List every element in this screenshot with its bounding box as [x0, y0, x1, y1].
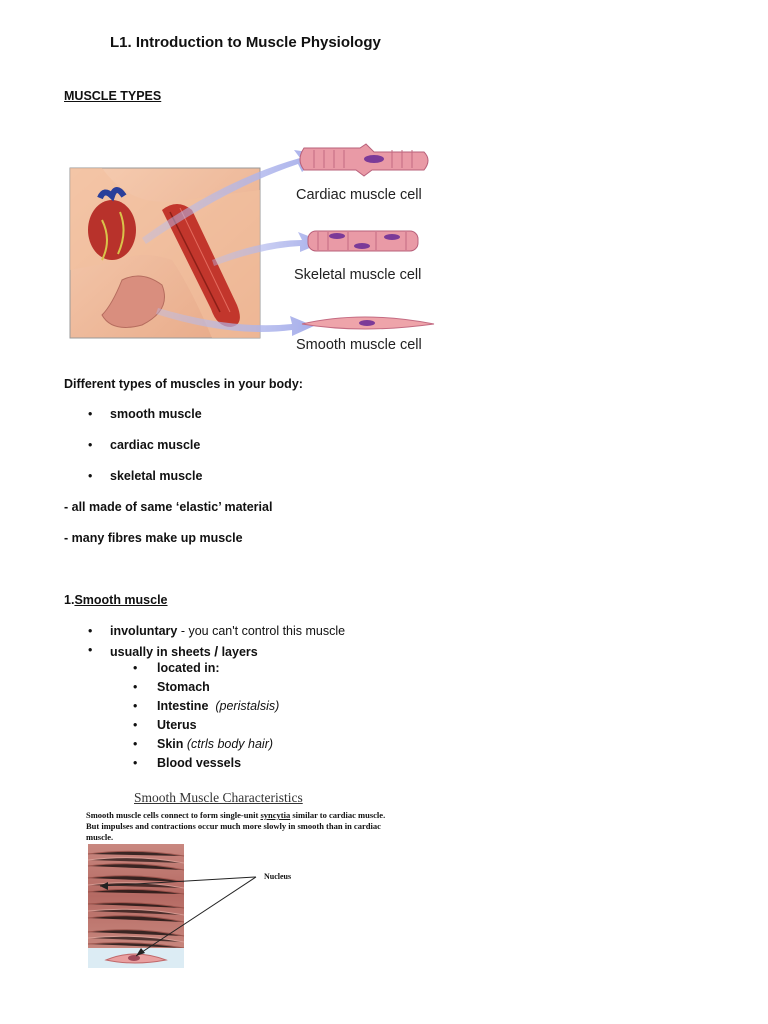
section-heading-smooth-muscle: 1.Smooth muscle	[64, 593, 168, 607]
cardiac-cell-image	[300, 144, 428, 176]
list-item-type: • smooth muscle	[110, 407, 202, 421]
smooth-cell-image	[302, 317, 434, 329]
intro-text: Different types of muscles in your body:	[64, 377, 303, 391]
skeletal-cell-image	[308, 231, 418, 251]
label-cardiac-muscle-cell: Cardiac muscle cell	[296, 187, 422, 203]
list-item-located: • located in:	[157, 661, 220, 675]
figure-title-smooth-characteristics: Smooth Muscle Characteristics	[134, 790, 303, 805]
list-item-sheets: • usually in sheets / layers	[110, 643, 258, 659]
figure-caption: Smooth muscle cells connect to form single-unit syncytia similar to cardiac muscle. But impulses and contractions occur much more slowly in smooth than in cardiac muscle.	[86, 810, 386, 842]
list-item-intestine: • Intestine (peristalsis)	[157, 699, 279, 713]
label-skeletal-muscle-cell: Skeletal muscle cell	[294, 267, 422, 283]
section-heading-muscle-types: MUSCLE TYPES	[64, 89, 162, 103]
list-item-type: • skeletal muscle	[110, 469, 202, 483]
list-item-involuntary: • involuntary - you can't control this muscle	[110, 624, 345, 638]
nucleus-label: Nucleus	[264, 872, 292, 881]
list-item-skin: • Skin (ctrls body hair)	[157, 737, 273, 751]
list-item-uterus: • Uterus	[157, 718, 197, 732]
page-title: L1. Introduction to Muscle Physiology	[110, 34, 381, 51]
list-item-blood-vessels: • Blood vessels	[157, 756, 241, 770]
note-elastic: - all made of same ‘elastic’ material	[64, 500, 273, 514]
muscle-types-figure	[62, 140, 462, 362]
list-item-stomach: • Stomach	[157, 680, 210, 694]
list-item-type: • cardiac muscle	[110, 438, 200, 452]
smooth-muscle-micrograph	[86, 844, 326, 972]
note-fibres: - many fibres make up muscle	[64, 531, 243, 545]
label-smooth-muscle-cell: Smooth muscle cell	[296, 337, 422, 353]
